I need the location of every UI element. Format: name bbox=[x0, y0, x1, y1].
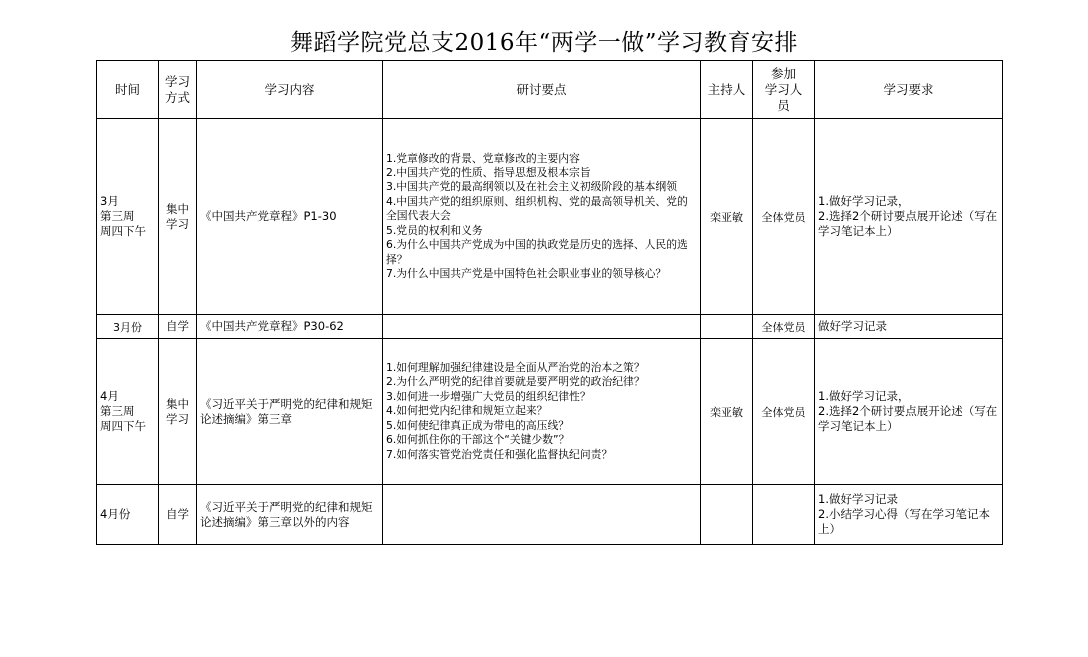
schedule-table bbox=[96, 60, 1003, 545]
header-time: 时间 bbox=[97, 61, 159, 119]
row-host: 栾亚敏 bbox=[701, 119, 753, 315]
row-requirements bbox=[815, 119, 1003, 315]
table-row bbox=[97, 119, 1003, 315]
point-item: 1.如何理解加强纪律建设是全面从严治党的治本之策？ bbox=[386, 361, 645, 375]
point-item: 5.如何使纪律真正成为带电的高压线？ bbox=[386, 418, 570, 432]
point-item: 6.为什么中国共产党成为中国的执政党是历史的选择、人民的选择？ bbox=[386, 238, 688, 266]
table-row bbox=[97, 339, 1003, 485]
row-time: 3月份 bbox=[97, 315, 159, 339]
header-mode: 学习 方式 bbox=[159, 61, 197, 119]
requirement-item: 2.选择2个研讨要点展开论述（写在学习笔记本上） bbox=[818, 404, 998, 433]
page-title: 舞蹈学院党总支2016年“两学一做”学习教育安排 bbox=[289, 30, 799, 56]
point-item: 6.如何抓住你的干部这个“关键少数”？ bbox=[386, 433, 570, 447]
row-mode: 集中 学习 bbox=[159, 339, 197, 485]
point-item: 7.为什么中国共产党是中国特色社会职业事业的领导核心？ bbox=[386, 266, 667, 280]
requirement-item: 1.做好学习记录， bbox=[818, 194, 910, 208]
row-requirements bbox=[815, 315, 1003, 339]
point-item: 4.如何把党内纪律和规矩立起来？ bbox=[386, 404, 548, 418]
header-participants: 参加 学习人 员 bbox=[753, 61, 815, 119]
table-row bbox=[97, 315, 1003, 339]
header-row bbox=[97, 61, 1003, 119]
row-requirements bbox=[815, 339, 1003, 485]
header-points: 研讨要点 bbox=[383, 61, 701, 119]
row-mode: 自学 bbox=[159, 315, 197, 339]
row-content: 《习近平关于严明党的纪律和规矩论述摘编》第三章 bbox=[197, 339, 383, 485]
row-time: 4月份 bbox=[97, 485, 159, 545]
row-participants bbox=[753, 485, 815, 545]
row-content: 《习近平关于严明党的纪律和规矩论述摘编》第三章以外的内容 bbox=[197, 485, 383, 545]
row-points bbox=[383, 485, 701, 545]
row-mode: 集中 学习 bbox=[159, 119, 197, 315]
header-host: 主持人 bbox=[701, 61, 753, 119]
requirement-item: 2.选择2个研讨要点展开论述（写在学习笔记本上） bbox=[818, 209, 998, 238]
point-item: 7.如何落实管党治党责任和强化监督执纪问责？ bbox=[386, 447, 613, 461]
point-item: 5.党员的权利和义务 bbox=[386, 223, 483, 237]
requirement-item: 1.做好学习记录， bbox=[818, 389, 910, 403]
point-item: 2.中国共产党的性质、指导思想及根本宗旨 bbox=[386, 166, 591, 180]
requirement-item: 2.小结学习心得（写在学习笔记本上） bbox=[818, 507, 990, 536]
row-points bbox=[383, 339, 701, 485]
row-mode: 自学 bbox=[159, 485, 197, 545]
point-item: 4.中国共产党的组织原则、组织机构、党的最高领导机关、党的全国代表大会 bbox=[386, 194, 688, 223]
requirement-item: 1.做好学习记录 bbox=[818, 492, 898, 506]
point-item: 3.如何进一步增强广大党员的组织纪律性？ bbox=[386, 389, 591, 403]
row-participants: 全体党员 bbox=[753, 339, 815, 485]
header-requirements: 学习要求 bbox=[815, 61, 1003, 119]
point-item: 3.中国共产党的最高纲领以及在社会主义初级阶段的基本纲领 bbox=[386, 180, 678, 194]
row-content: 《中国共产党章程》P1-30 bbox=[197, 119, 383, 315]
row-host: 栾亚敏 bbox=[701, 339, 753, 485]
row-points bbox=[383, 119, 701, 315]
row-participants: 全体党员 bbox=[753, 119, 815, 315]
row-host bbox=[701, 315, 753, 339]
row-points bbox=[383, 315, 701, 339]
row-participants: 全体党员 bbox=[753, 315, 815, 339]
table-row bbox=[97, 485, 1003, 545]
header-content: 学习内容 bbox=[197, 61, 383, 119]
point-item: 1.党章修改的背景、党章修改的主要内容 bbox=[386, 151, 580, 165]
row-time: 4月 第三周 周四下午 bbox=[97, 339, 159, 485]
requirement-item: 做好学习记录 bbox=[818, 319, 887, 333]
point-item: 2.为什么严明党的纪律首要就是要严明党的政治纪律？ bbox=[386, 375, 645, 389]
row-requirements bbox=[815, 485, 1003, 545]
row-content: 《中国共产党章程》P30-62 bbox=[197, 315, 383, 339]
row-host bbox=[701, 485, 753, 545]
row-time: 3月 第三周 周四下午 bbox=[97, 119, 159, 315]
